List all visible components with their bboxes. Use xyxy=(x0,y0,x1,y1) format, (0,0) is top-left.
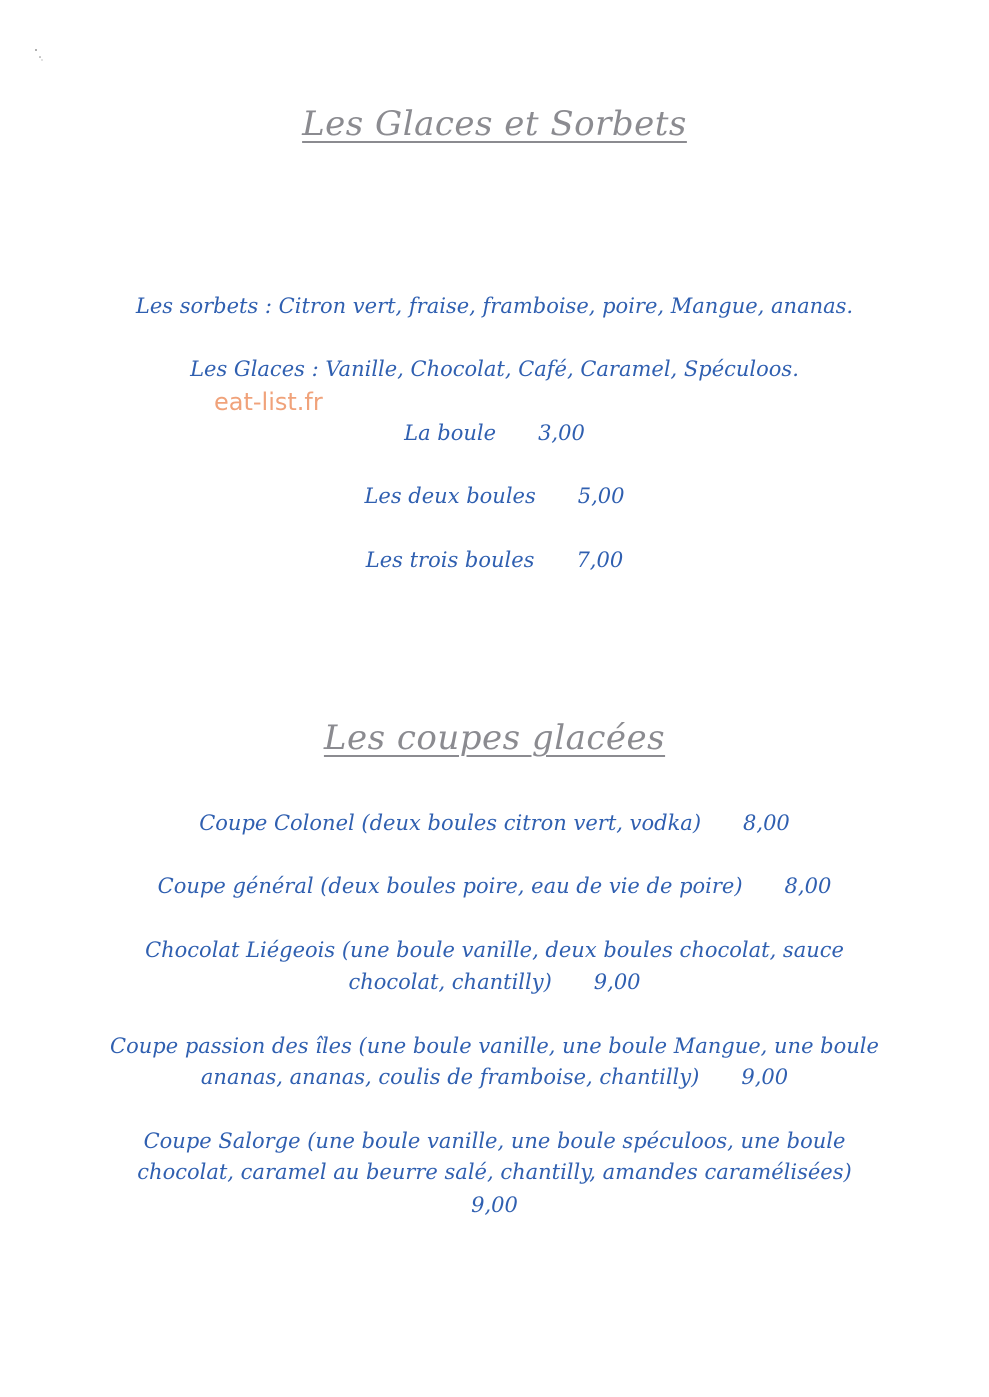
section-title-glaces-text: Les Glaces et Sorbets xyxy=(302,104,687,144)
section-title-coupes xyxy=(0,718,989,758)
trois-boules-price: 7,00 xyxy=(576,548,624,572)
section-title-coupes-text: Les coupes glacées xyxy=(323,718,666,758)
coupe-salorge-price: 9,00 xyxy=(471,1193,518,1217)
chocolat-liegeois-line2 xyxy=(0,970,989,994)
coupe-colonel-desc: Coupe Colonel (deux boules citron vert, vodka) xyxy=(199,811,702,835)
coupe-passion-desc2: ananas, ananas, coulis de framboise, chantilly) xyxy=(200,1065,700,1089)
sorbets-flavours: Les sorbets : Citron vert, fraise, framboise, poire, Mangue, ananas. xyxy=(135,294,854,318)
chocolat-liegeois-line1: Chocolat Liégeois (une boule vanille, deux boules chocolat, sauce xyxy=(145,938,844,962)
coupe-general-price: 8,00 xyxy=(784,874,832,898)
scan-speck xyxy=(34,48,44,62)
coupe-passion-line2 xyxy=(0,1065,989,1089)
coupe-salorge-line2: chocolat, caramel au beurre salé, chantilly, amandes caramélisées) xyxy=(137,1160,852,1184)
coupe-passion-price: 9,00 xyxy=(741,1065,789,1089)
section-title-glaces xyxy=(0,104,989,144)
trois-boules-item xyxy=(0,548,989,572)
boule-label: La boule xyxy=(404,421,497,445)
coupe-general-desc: Coupe général (deux boules poire, eau de vie de poire) xyxy=(157,874,743,898)
watermark: eat-list.fr xyxy=(214,388,323,416)
coupe-general xyxy=(0,874,989,898)
boule-price: 3,00 xyxy=(538,421,585,445)
coupe-colonel-price: 8,00 xyxy=(743,811,790,835)
deux-boules-price: 5,00 xyxy=(577,484,625,508)
deux-boules-label: Les deux boules xyxy=(364,484,536,508)
deux-boules-item xyxy=(0,484,989,508)
chocolat-liegeois-price: 9,00 xyxy=(593,970,641,994)
boule-item xyxy=(0,421,989,445)
glaces-flavours: Les Glaces : Vanille, Chocolat, Café, Caramel, Spéculoos. xyxy=(190,357,799,381)
coupe-passion-line1: Coupe passion des îles (une boule vanille, une boule Mangue, une boule xyxy=(110,1034,879,1058)
trois-boules-label: Les trois boules xyxy=(365,548,535,572)
coupe-colonel xyxy=(0,811,989,835)
chocolat-liegeois-desc2: chocolat, chantilly) xyxy=(348,970,552,994)
coupe-salorge-line1: Coupe Salorge (une boule vanille, une boule spéculoos, une boule xyxy=(143,1129,846,1153)
